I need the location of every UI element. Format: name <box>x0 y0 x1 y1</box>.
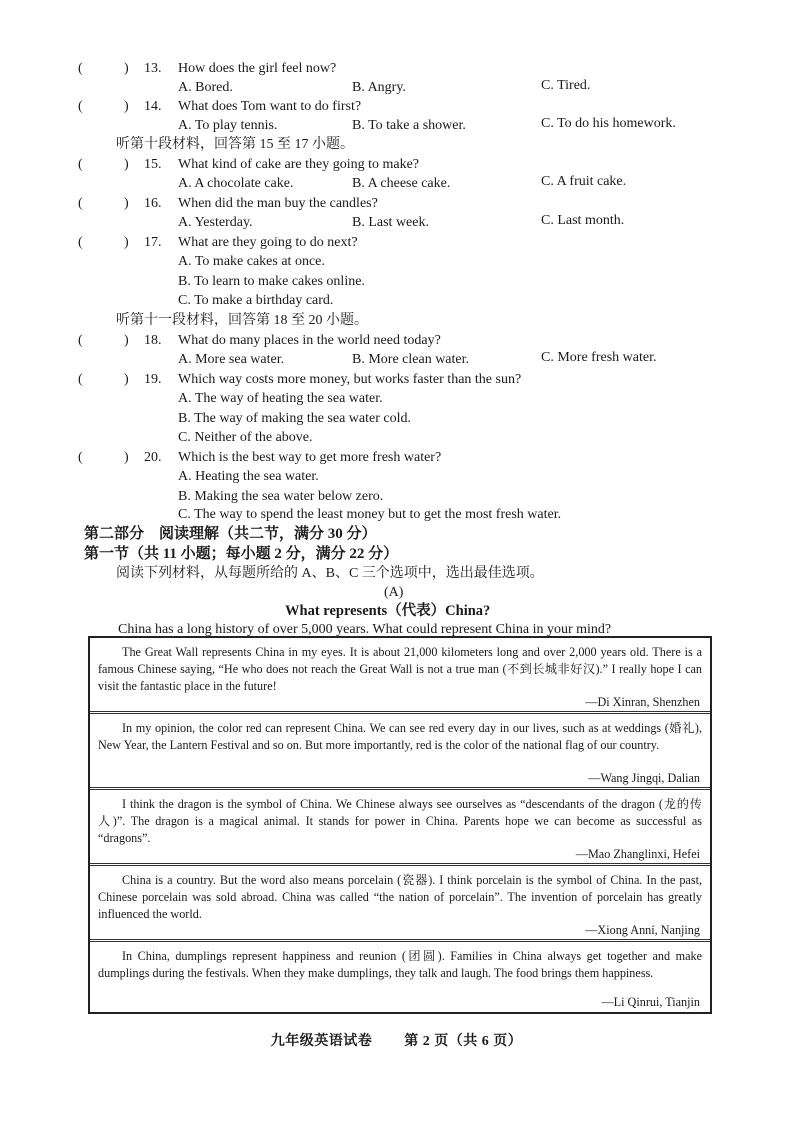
question-number: 16. <box>144 196 162 211</box>
question-number: 20. <box>144 450 162 465</box>
option-c: C. To make a birthday card. <box>178 293 334 308</box>
answer-paren-close: ) <box>124 157 129 172</box>
option-b: B. Last week. <box>352 215 429 230</box>
question-stem: Which is the best way to get more fresh water? <box>178 450 442 465</box>
page-number: 第 2 页（共 6 页） <box>404 1034 523 1049</box>
opinion-text: I think the dragon is the symbol of China. We Chinese always see ourselves as “descendants of the dragon (龙的传人)”. The dragon is a magical animal. It stands for power in China. Parents hope we can become as successful as “dragons”. <box>98 797 702 845</box>
option-c: C. Last month. <box>541 213 625 228</box>
question-stem: What kind of cake are they going to make? <box>178 157 420 172</box>
exam-title: 九年级英语试卷 <box>270 1034 373 1049</box>
opinion-text: The Great Wall represents China in my eyes. It is about 21,000 kilometers long and over 2,000 years old. There is a famous Chinese saying, “He who does not reach the Great Wall is not a true man (不到长城非好汉).” I really hope I can visit the fantastic place in the future! <box>98 645 702 693</box>
answer-paren-open[interactable]: ( <box>78 157 83 172</box>
opinion-text: In China, dumplings represent happiness and reunion (团圆). Families in China always get together and make dumplings during the festivals. When they make dumplings, they talk and laugh. The food brings them happiness. <box>98 949 702 980</box>
question-number: 14. <box>144 99 162 114</box>
option-c: C. To do his homework. <box>541 116 676 131</box>
option-a: A. To play tennis. <box>178 118 278 133</box>
option-a: A. To make cakes at once. <box>178 254 325 269</box>
reading-directions: 阅读下列材料，从每题所给的 A、B、C 三个选项中，选出最佳选项。 <box>116 566 544 581</box>
answer-paren-open[interactable]: ( <box>78 61 83 76</box>
option-a: A. Yesterday. <box>178 215 253 230</box>
answer-paren-open[interactable]: ( <box>78 235 83 250</box>
answer-paren-close: ) <box>124 235 129 250</box>
answer-paren-close: ) <box>124 99 129 114</box>
option-a: A. Bored. <box>178 80 233 95</box>
option-a: A. More sea water. <box>178 352 285 367</box>
opinion-entry <box>90 714 710 790</box>
option-c: C. Tired. <box>541 78 591 93</box>
answer-paren-open[interactable]: ( <box>78 372 83 387</box>
opinion-text: China is a country. But the word also means porcelain (瓷器). I think porcelain is the symbol of China. In the past, Chinese porcelain was sold abroad. China was called “the nation of porcelain”. The invention of porcelain has greatly influenced the world. <box>98 873 702 921</box>
opinion-entry <box>90 790 710 866</box>
opinion-entry <box>90 942 710 1012</box>
option-b: B. More clean water. <box>352 352 470 367</box>
part2-heading: 第二部分 阅读理解（共二节，满分 30 分） <box>84 526 377 542</box>
option-b: B. The way of making the sea water cold. <box>178 411 412 426</box>
listening-instruction: 听第十段材料，回答第 15 至 17 小题。 <box>116 137 354 152</box>
option-c: C. The way to spend the least money but to get the most fresh water. <box>178 507 562 522</box>
question-number: 17. <box>144 235 162 250</box>
section1-heading: 第一节（共 11 小题；每小题 2 分，满分 22 分） <box>84 546 399 562</box>
question-stem: What does Tom want to do first? <box>178 99 362 114</box>
passage-intro: China has a long history of over 5,000 years. What could represent China in your mind? <box>118 622 612 637</box>
question-stem: How does the girl feel now? <box>178 61 337 76</box>
question-stem: Which way costs more money, but works faster than the sun? <box>178 372 522 387</box>
answer-paren-close: ) <box>124 333 129 348</box>
opinion-signature: —Di Xinran, Shenzhen <box>585 695 700 709</box>
answer-paren-open[interactable]: ( <box>78 196 83 211</box>
option-a: A. Heating the sea water. <box>178 469 319 484</box>
question-stem: What are they going to do next? <box>178 235 358 250</box>
answer-paren-close: ) <box>124 61 129 76</box>
option-a: A. The way of heating the sea water. <box>178 391 383 406</box>
listening-instruction: 听第十一段材料，回答第 18 至 20 小题。 <box>116 313 368 328</box>
question-number: 18. <box>144 333 162 348</box>
answer-paren-open[interactable]: ( <box>78 99 83 114</box>
option-b: B. A cheese cake. <box>352 176 451 191</box>
option-b: B. To learn to make cakes online. <box>178 274 365 289</box>
question-number: 13. <box>144 61 162 76</box>
opinion-signature: —Li Qinrui, Tianjin <box>601 995 700 1009</box>
opinion-signature: —Mao Zhanglinxi, Hefei <box>575 847 700 861</box>
answer-paren-close: ) <box>124 196 129 211</box>
opinion-signature: —Xiong Anní, Nanjing <box>585 923 700 937</box>
option-c: C. More fresh water. <box>541 350 657 365</box>
option-b: B. To take a shower. <box>352 118 466 133</box>
question-number: 19. <box>144 372 162 387</box>
question-stem: What do many places in the world need today? <box>178 333 441 348</box>
question-stem: When did the man buy the candles? <box>178 196 378 211</box>
answer-paren-close: ) <box>124 450 129 465</box>
page-footer <box>0 1030 793 1050</box>
passage-label: (A) <box>384 585 404 600</box>
option-b: B. Angry. <box>352 80 406 95</box>
option-a: A. A chocolate cake. <box>178 176 294 191</box>
opinion-entry <box>90 866 710 942</box>
opinion-signature: —Wang Jingqi, Dalian <box>588 771 700 785</box>
opinion-text: In my opinion, the color red can represent China. We can see red every day in our lives, such as at weddings (婚礼), New Year, the Lantern Festival and so on. But more importantly, red is the color of the national flag of our country. <box>98 721 702 752</box>
opinion-entry <box>90 638 710 714</box>
answer-paren-open[interactable]: ( <box>78 450 83 465</box>
option-b: B. Making the sea water below zero. <box>178 489 384 504</box>
opinions-table <box>88 636 712 1014</box>
option-c: C. A fruit cake. <box>541 174 627 189</box>
option-c: C. Neither of the above. <box>178 430 313 445</box>
answer-paren-open[interactable]: ( <box>78 333 83 348</box>
passage-title: What represents（代表）China? <box>285 603 491 619</box>
answer-paren-close: ) <box>124 372 129 387</box>
question-number: 15. <box>144 157 162 172</box>
